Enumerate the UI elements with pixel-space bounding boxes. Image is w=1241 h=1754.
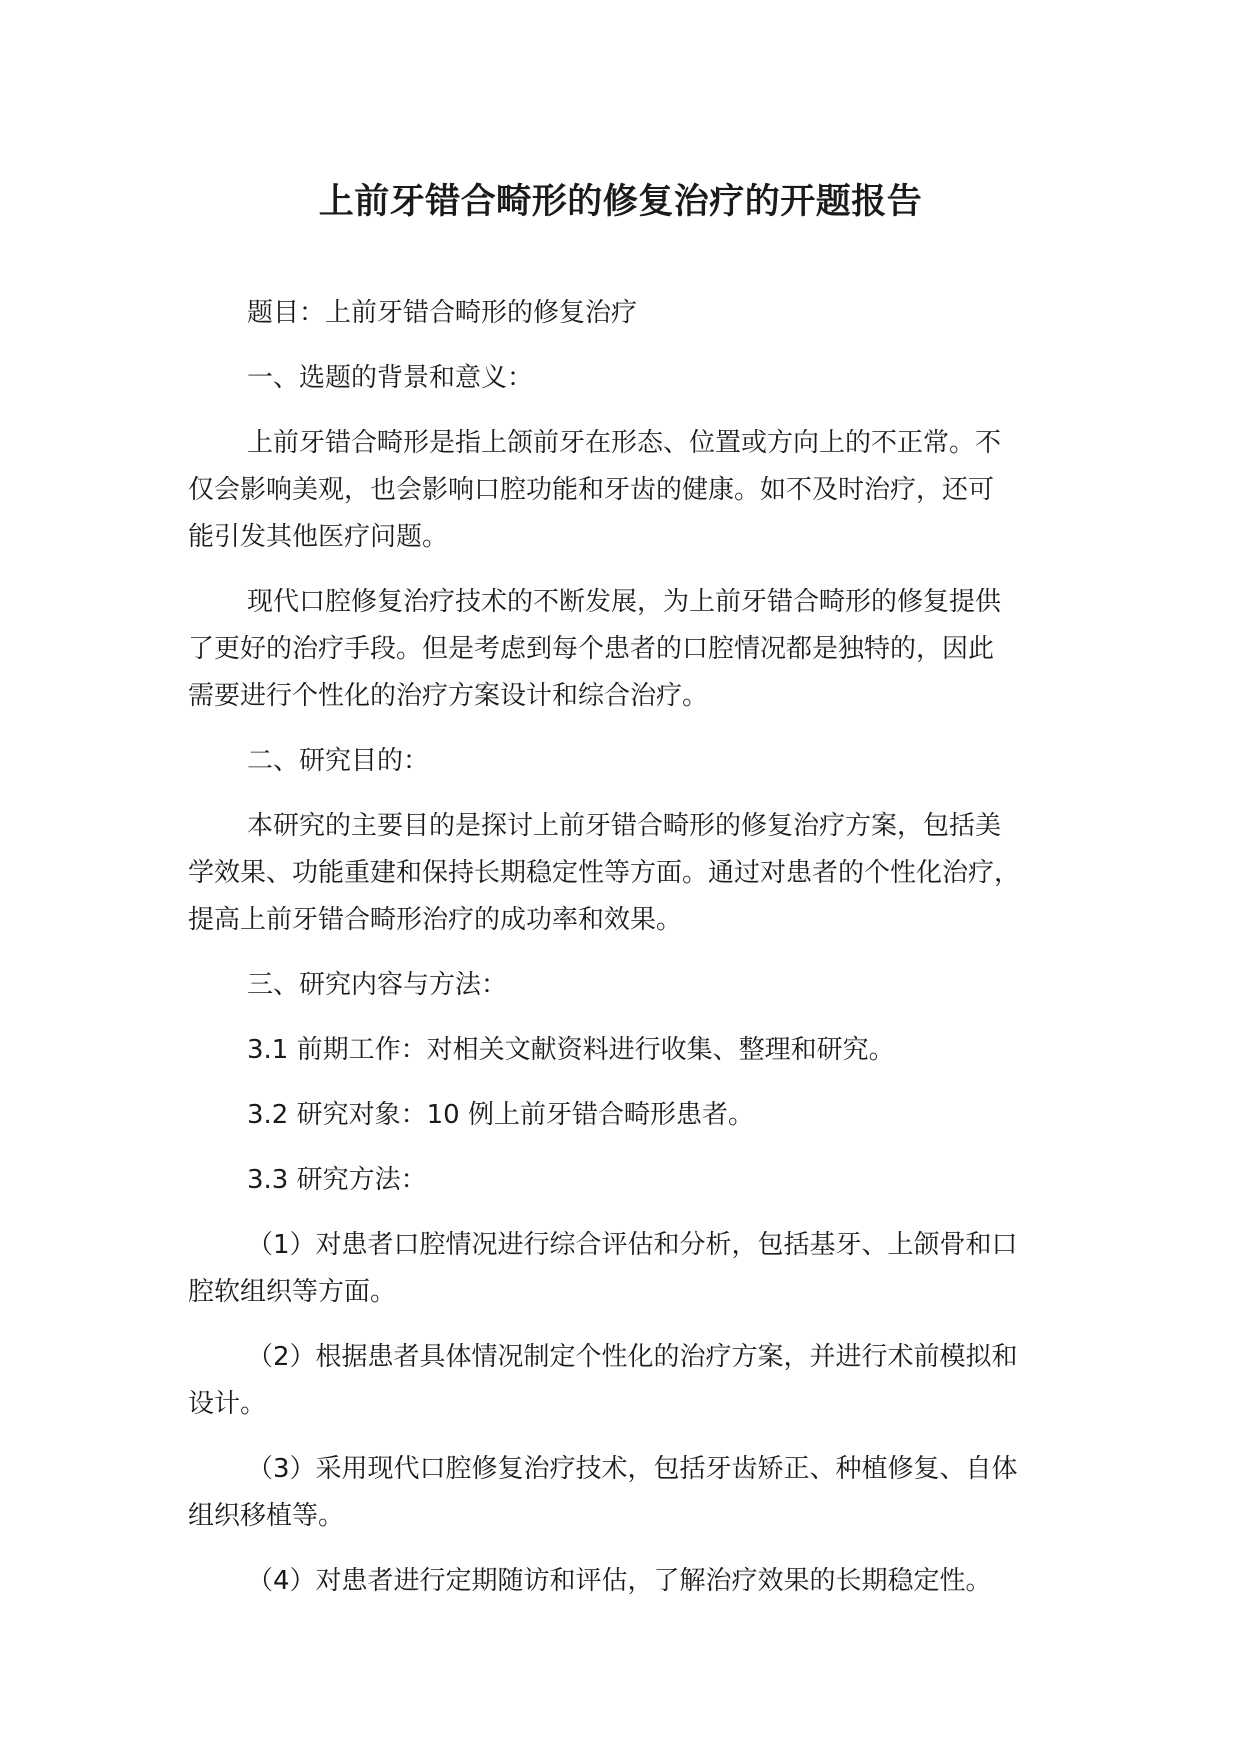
list-item-method-1: [188, 1222, 1078, 1316]
text-line: 设计。: [188, 1389, 267, 1419]
text-line: （3）采用现代口腔修复治疗技术，包括牙齿矫正、种植修复、自体: [247, 1454, 1018, 1484]
list-item-method-4: [188, 1558, 1078, 1605]
section-heading-background: [188, 355, 1078, 402]
text-line: 腔软组织等方面。: [188, 1277, 397, 1307]
section-heading-purpose: [188, 738, 1078, 785]
paragraph-topic: [188, 290, 1078, 337]
list-item-method-3: [188, 1446, 1078, 1540]
paragraph-background-1: [188, 420, 1078, 561]
paragraph-subjects: [188, 1092, 1078, 1139]
document-title: 上前牙错合畸形的修复治疗的开题报告: [318, 182, 923, 222]
text-line: 提高上前牙错合畸形治疗的成功率和效果。: [188, 905, 683, 935]
text-line: 一、选题的背景和意义：: [247, 363, 534, 393]
paragraph-methods-heading: [188, 1157, 1078, 1204]
document-body: [188, 290, 1078, 1623]
text-line: （1）对患者口腔情况进行综合评估和分析，包括基牙、上颌骨和口: [247, 1230, 1018, 1260]
text-line: 上前牙错合畸形是指上颌前牙在形态、位置或方向上的不正常。不: [247, 428, 1002, 458]
text-line: 能引发其他医疗问题。: [188, 522, 449, 552]
section-heading-methods: [188, 962, 1078, 1009]
text-line: 本研究的主要目的是探讨上前牙错合畸形的修复治疗方案，包括美: [247, 811, 1002, 841]
paragraph-purpose: [188, 803, 1078, 944]
text-line: 3.2 研究对象：10 例上前牙错合畸形患者。: [247, 1100, 754, 1130]
text-line: 组织移植等。: [188, 1501, 345, 1531]
text-line: 了更好的治疗手段。但是考虑到每个患者的口腔情况都是独特的，因此: [188, 634, 995, 664]
text-line: 题目：上前牙错合畸形的修复治疗: [247, 298, 638, 328]
text-line: 二、研究目的：: [247, 746, 430, 776]
list-item-method-2: [188, 1334, 1078, 1428]
text-line: （2）根据患者具体情况制定个性化的治疗方案，并进行术前模拟和: [247, 1342, 1018, 1372]
text-line: 仅会影响美观，也会影响口腔功能和牙齿的健康。如不及时治疗，还可: [188, 475, 995, 505]
text-line: 需要进行个性化的治疗方案设计和综合治疗。: [188, 681, 709, 711]
paragraph-preliminary-work: [188, 1027, 1078, 1074]
text-line: 3.3 研究方法：: [247, 1165, 427, 1195]
text-line: （4）对患者进行定期随访和评估，了解治疗效果的长期稳定性。: [247, 1566, 992, 1596]
text-line: 现代口腔修复治疗技术的不断发展，为上前牙错合畸形的修复提供: [247, 587, 1002, 617]
text-line: 3.1 前期工作：对相关文献资料进行收集、整理和研究。: [247, 1035, 895, 1065]
paragraph-background-2: [188, 579, 1078, 720]
text-line: 学效果、功能重建和保持长期稳定性等方面。通过对患者的个性化治疗，: [188, 858, 1021, 888]
text-line: 三、研究内容与方法：: [247, 970, 508, 1000]
